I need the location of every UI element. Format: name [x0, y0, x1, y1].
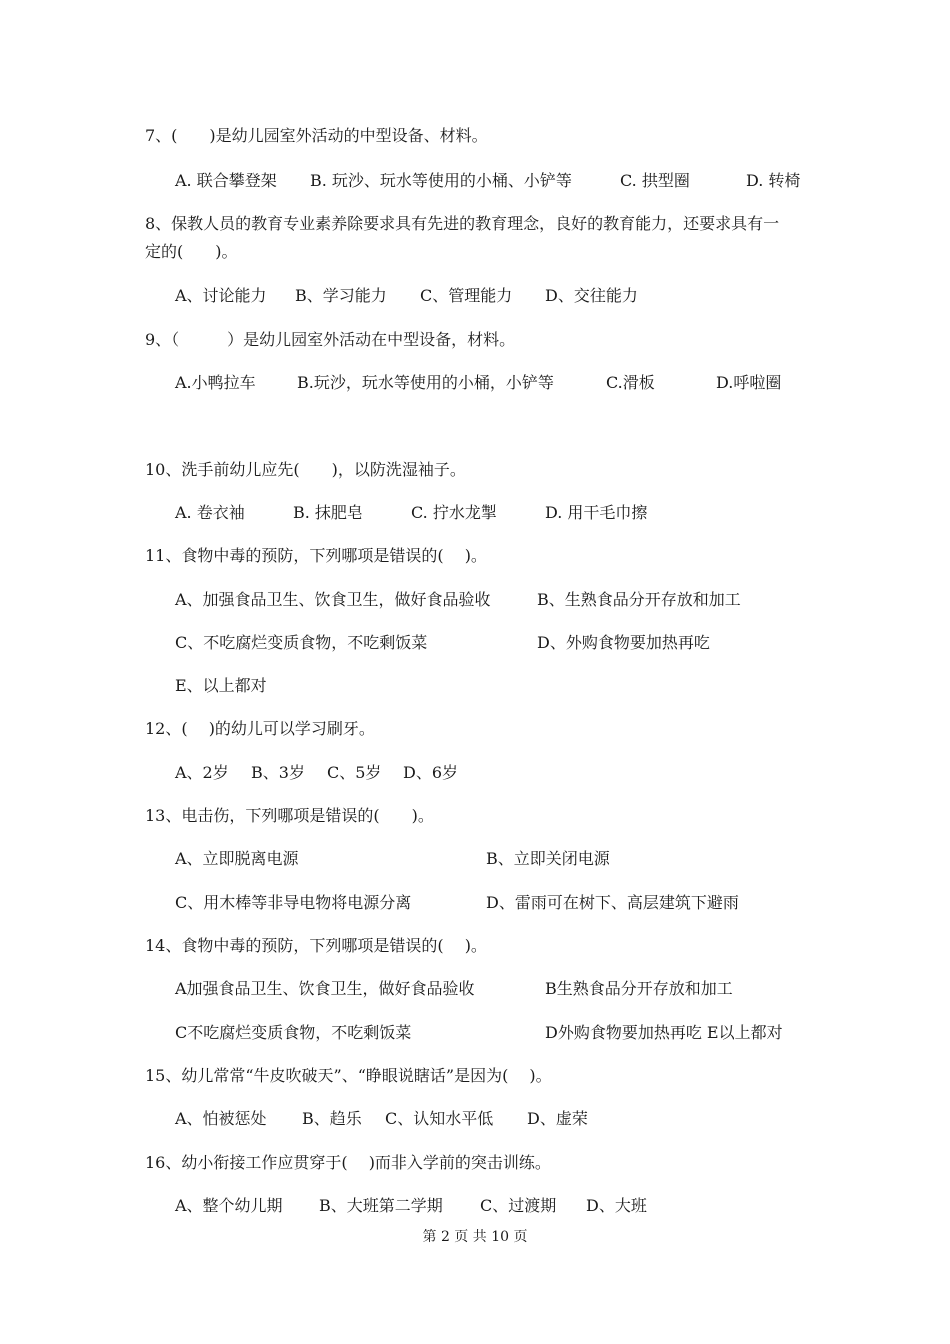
question-8-stem-line-1: 8、保教人员的教育专业素养除要求具有先进的教育理念，良好的教育能力，还要求具有一 [145, 214, 780, 233]
question-12-option-d: D、6岁 [403, 763, 459, 782]
question-14-stem: 14、食物中毒的预防，下列哪项是错误的( )。 [145, 936, 487, 955]
question-7-option-c: C. 拱型圈 [620, 171, 690, 190]
question-10-option-a: A. 卷衣袖 [175, 503, 245, 522]
question-12-stem: 12、( )的幼儿可以学习刷牙。 [145, 719, 375, 738]
question-9-stem: 9、（ ）是幼儿园室外活动在中型设备，材料。 [145, 330, 516, 349]
question-11-option-e: E、以上都对 [175, 676, 267, 695]
question-9-option-d: D.呼啦圈 [716, 373, 782, 392]
question-10-option-d: D. 用干毛巾擦 [545, 503, 648, 522]
question-14-option-b: B生熟食品分开存放和加工 [545, 979, 733, 998]
question-15-stem: 15、幼儿常常“牛皮吹破天”、“睁眼说瞎话”是因为( )。 [145, 1066, 552, 1085]
question-9-option-b: B.玩沙，玩水等使用的小桶，小铲等 [297, 373, 554, 392]
question-11-option-d: D、外购食物要加热再吃 [537, 633, 710, 652]
question-9-option-a: A.小鸭拉车 [175, 373, 256, 392]
question-16-stem: 16、幼小衔接工作应贯穿于( )而非入学前的突击训练。 [145, 1153, 551, 1172]
question-11-option-a: A、加强食品卫生、饮食卫生，做好食品验收 [175, 590, 491, 609]
question-13-option-a: A、立即脱离电源 [175, 849, 299, 868]
question-10-stem: 10、洗手前幼儿应先( )，以防洗湿袖子。 [145, 460, 466, 479]
question-7-stem: 7、( )是幼儿园室外活动的中型设备、材料。 [145, 126, 488, 145]
question-13-option-d: D、雷雨可在树下、高层建筑下避雨 [486, 893, 739, 912]
question-7-option-d: D. 转椅 [746, 171, 801, 190]
question-8-option-c: C、管理能力 [420, 286, 513, 305]
question-8-option-d: D、交往能力 [545, 286, 638, 305]
question-15-option-a: A、怕被惩处 [175, 1109, 267, 1128]
question-11-stem: 11、食物中毒的预防，下列哪项是错误的( )。 [145, 546, 487, 565]
question-14-option-a: A加强食品卫生、饮食卫生，做好食品验收 [175, 979, 475, 998]
question-12-option-b: B、3岁 [251, 763, 305, 782]
question-11-option-b: B、生熟食品分开存放和加工 [537, 590, 741, 609]
question-12-option-c: C、5岁 [327, 763, 382, 782]
question-16-option-a: A、整个幼儿期 [175, 1196, 283, 1215]
question-11-option-c: C、不吃腐烂变质食物，不吃剩饭菜 [175, 633, 428, 652]
question-13-option-b: B、立即关闭电源 [486, 849, 610, 868]
question-14-option-c: C不吃腐烂变质食物，不吃剩饭菜 [175, 1023, 412, 1042]
question-12-option-a: A、2岁 [175, 763, 229, 782]
question-8-option-a: A、讨论能力 [175, 286, 267, 305]
question-8-stem-line-2: 定的( )。 [145, 242, 238, 261]
page-number-footer: 第 2 页 共 10 页 [422, 1229, 528, 1245]
question-15-option-b: B、趋乐 [302, 1109, 362, 1128]
question-13-stem: 13、电击伤，下列哪项是错误的( )。 [145, 806, 434, 825]
question-10-option-b: B. 抹肥皂 [293, 503, 363, 522]
question-7-option-a: A. 联合攀登架 [175, 171, 277, 190]
question-8-option-b: B、学习能力 [295, 286, 387, 305]
question-9-option-c: C.滑板 [606, 373, 655, 392]
question-13-option-c: C、用木棒等非导电物将电源分离 [175, 893, 412, 912]
question-14-option-d: D外购食物要加热再吃 E以上都对 [545, 1023, 783, 1042]
question-16-option-d: D、大班 [586, 1196, 647, 1215]
question-15-option-c: C、认知水平低 [385, 1109, 494, 1128]
question-7-option-b: B. 玩沙、玩水等使用的小桶、小铲等 [310, 171, 572, 190]
question-16-option-b: B、大班第二学期 [319, 1196, 443, 1215]
question-10-option-c: C. 拧水龙掣 [411, 503, 497, 522]
question-15-option-d: D、虚荣 [527, 1109, 588, 1128]
question-16-option-c: C、过渡期 [480, 1196, 557, 1215]
